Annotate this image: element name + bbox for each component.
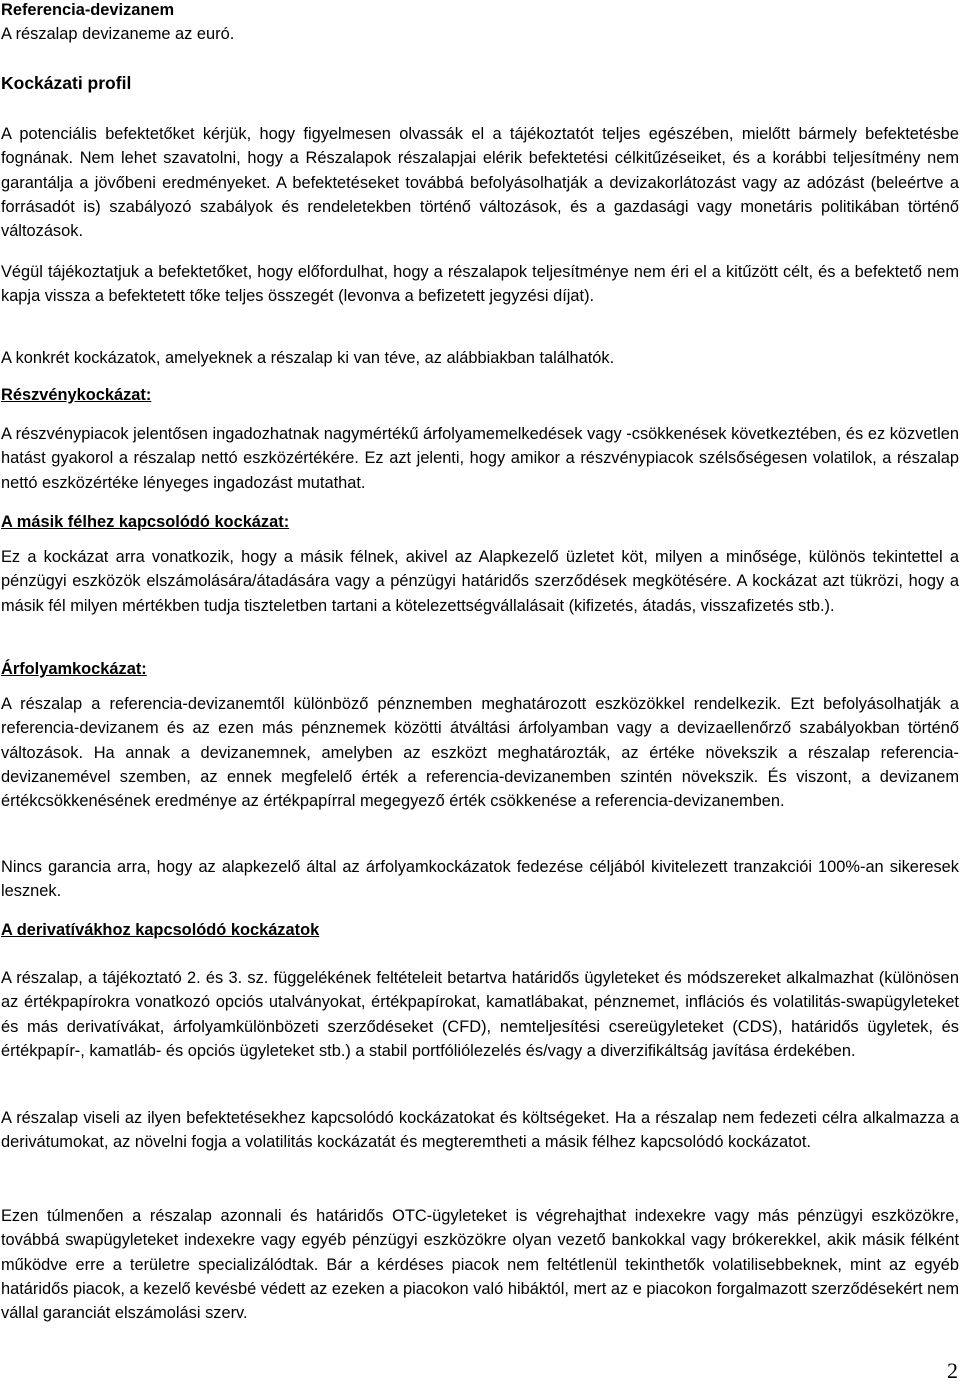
derivatives-paragraph-1: A részalap, a tájékoztató 2. és 3. sz. függelékének feltételeit betartva határidős ügyleteket és módszereket alkalmazhat (különösen az értékpapírokra vonatkozó opciós utalványokat, értékpapírokat, kamatlábakat, pénznemet, inflációs és volatilitás-swapügyleteket és más derivatívákat, árfolyamkülönbözeti szerződéseket (CFD), nemteljesítési csereügyleteket (CDS), határidős ügyletek, és értékpapír-, kamatláb- és opciós ügyleteket stb.) a stabil portfóliólezelés és/vagy a diverzifikáltság javítása érdekében. [1,969,959,1060]
equity-risk-heading: Részvénykockázat: [1,386,152,404]
counterparty-risk-heading: A másik félhez kapcsolódó kockázat: [1,513,290,531]
counterparty-risk-paragraph: Ez a kockázat arra vonatkozik, hogy a másik félnek, akivel az Alapkezelő üzletet köt, milyen a minősége, különös tekintettel a pénzügyi eszközök elszámolására/átadására vagy a pénzügyi határidős szerződések megkötésére. A kockázat azt tükrözi, hogy a másik fél milyen mértékben tudja tiszteletben tartani a kötelezettségvállalásait (kifizetés, átadás, visszafizetés stb.). [1,548,959,615]
risk-profile-heading: Kockázati profil [1,73,132,93]
risk-profile-paragraph-1: A potenciális befektetőket kérjük, hogy figyelmesen olvassák el a tájékoztatót teljes egészében, mielőtt bármely befektetésbe fognának. Nem lehet szavatolni, hogy a Részalapok részalapjai elérik befektetési célkitűzéseiket, és a korábbi teljesítmény nem garantálja a jövőbeni eredményeket. A befektetéseket továbbá befolyásolhatják a devizakorlátozást vagy az adózást (beleértve a forrásadót is) szabályozó szabályok és rendeletekben történő változások, és a gazdasági vagy monetáris politikában történő változások. [1,125,959,241]
risk-profile-paragraph-2: Végül tájékoztatjuk a befektetőket, hogy előfordulhat, hogy a részalapok teljesítménye nem éri el a kitűzött célt, és a befektető nem kapja vissza a befektetett tőke teljes összegét (levonva a befizetett jegyzési díjat). [1,263,959,306]
fx-risk-paragraph-1: A részalap a referencia-devizanemtől különböző pénznemben meghatározott eszközökkel rendelkezik. Ezt befolyásolhatják a referencia-devizanem és az ezen más pénznemek közötti átváltási árfolyamban vagy a devizaellenőrző szabályokban történő változások. Ha annak a devizanemnek, amelyben az eszközt meghatározták, az értéke növekszik a részalap referencia-devizanemével szemben, az ennek megfelelő érték a referencia-devizanemben szintén növekszik. És viszont, a devizanem értékcsökkenésének eredménye az értékpapírral megegyező érték csökkenése a referencia-devizanemben. [1,695,959,811]
derivatives-paragraph-3: Ezen túlmenően a részalap azonnali és határidős OTC-ügyleteket is végrehajthat indexekre vagy más pénzügyi eszközökre, továbbá swapügyleteket indexekre vagy egyéb pénzügyi eszközökre olyan vezető bankokkal vagy brókerekkel, akik másik félként működve erre a területre specializálódtak. Bár a kérdéses piacok nem feltétlenül tekinthetők volatilisebbeknek, mint az egyéb határidős piacok, a kezelő kevésbé védett az ezeken a piacokon való hibáktól, mert az e piacokon forgalmazott szerződésekért nem vállal garanciát elszámolási szerv. [1,1207,959,1323]
equity-risk-paragraph: A részvénypiacok jelentősen ingadozhatnak nagymértékű árfolyamemelkedések vagy -csökkenések következtében, és ez közvetlen hatást gyakorol a részalap nettó eszközértékére. Ez azt jelenti, hogy amikor a részvénypiacok szélsőségesen volatilok, a részalap nettó eszközértéke lényeges ingadozást mutathat. [1,425,959,492]
derivatives-risk-heading: A derivatívákhoz kapcsolódó kockázatok [1,921,320,939]
page-number: 2 [947,1358,958,1383]
fx-risk-paragraph-2: Nincs garancia arra, hogy az alapkezelő által az árfolyamkockázatok fedezése céljából kivitelezett tranzakciói 100%-an sikeresek lesznek. [1,858,959,901]
ref-currency-heading: Referencia-devizanem [1,1,175,19]
derivatives-paragraph-2: A részalap viseli az ilyen befektetésekhez kapcsolódó kockázatokat és költségeket. Ha a részalap nem fedezeti célra alkalmazza a derivátumokat, az növelni fogja a volatilitás kockázatát és megteremtheti a másik félhez kapcsolódó kockázatot. [1,1109,959,1152]
fx-risk-heading: Árfolyamkockázat: [1,660,147,678]
ref-currency-text: A részalap devizaneme az euró. [1,25,235,43]
risk-intro-paragraph: A konkrét kockázatok, amelyeknek a részalap ki van téve, az alábbiakban találhatók. [1,349,615,367]
